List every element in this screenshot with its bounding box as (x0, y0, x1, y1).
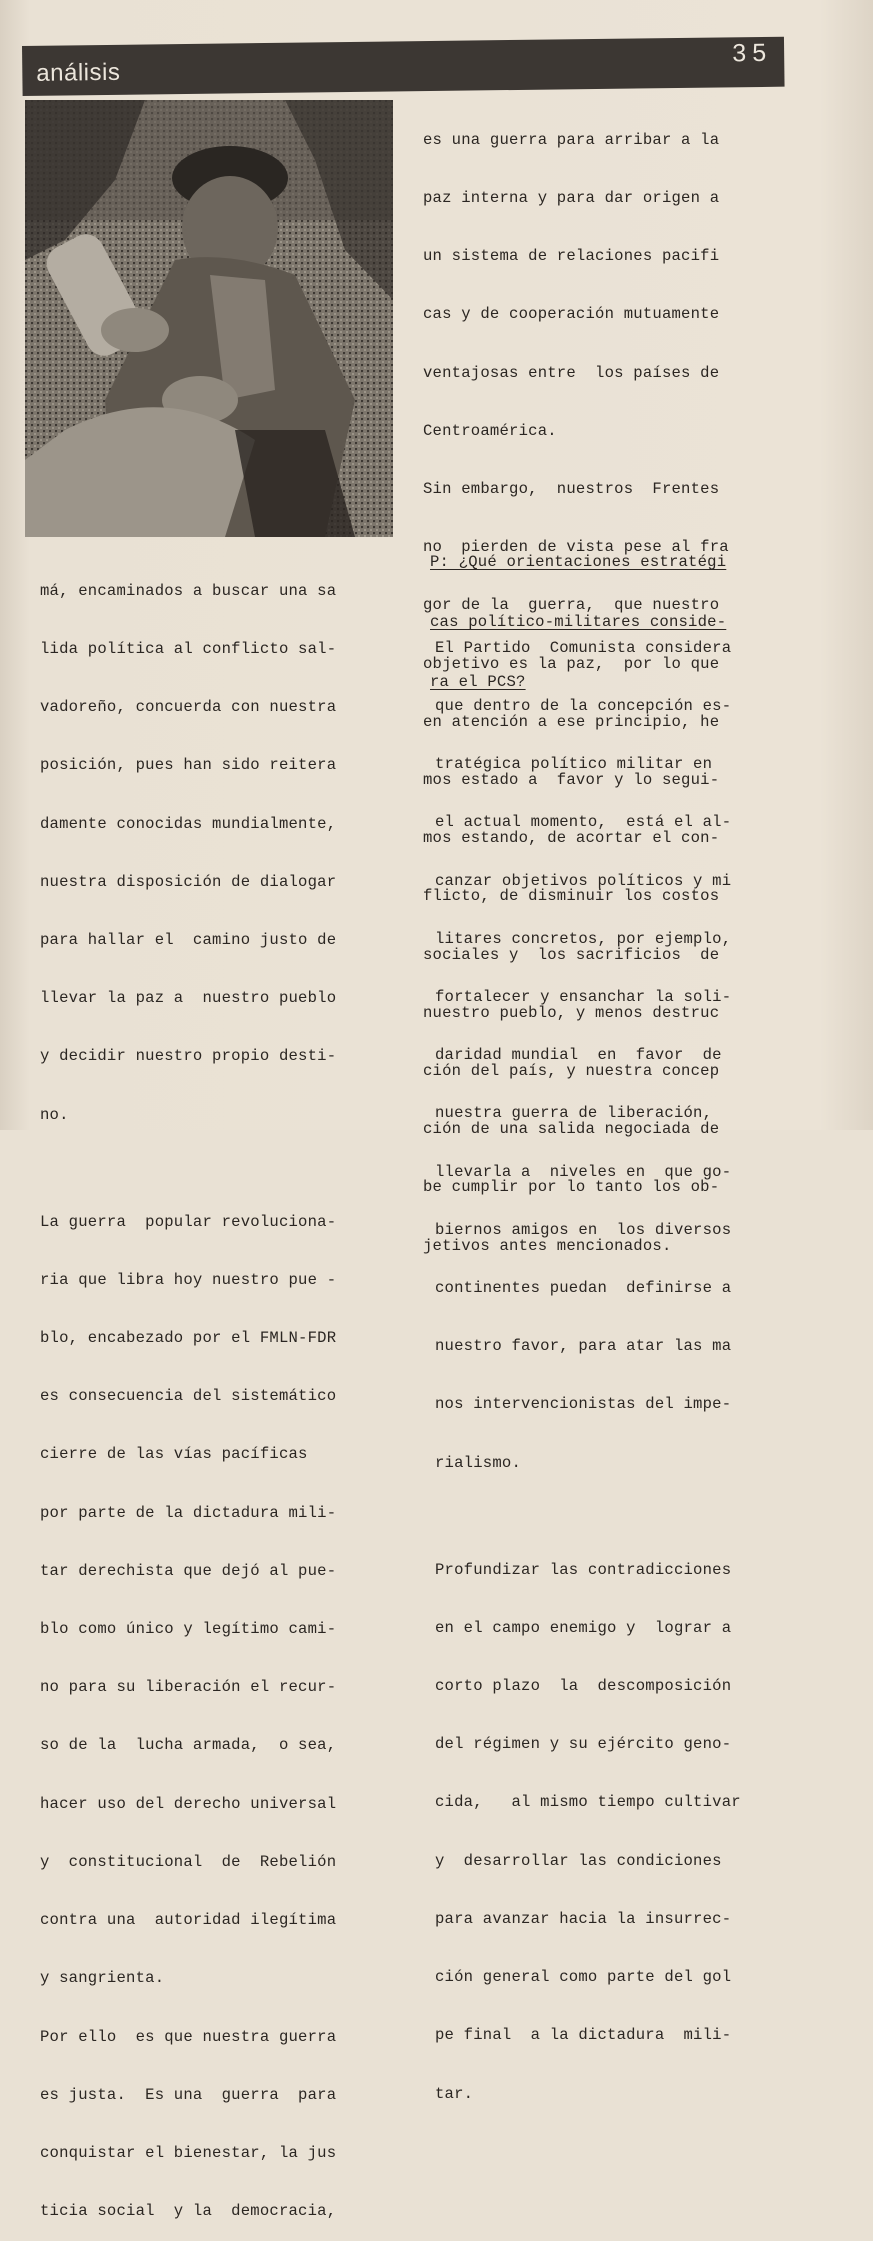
left-p2-line-11: hacer uso del derecho universal (40, 1794, 337, 1813)
left-p2-line-9: no para su liberación el recur- (40, 1678, 337, 1697)
left-p2-line-2: ria que libra hoy nuestro pue - (40, 1270, 337, 1289)
right-top-line-16: nuestro pueblo, y menos destruc (423, 1003, 720, 1022)
left-p3-line-2: es justa. Es una guerra para (40, 2085, 337, 2104)
left-p2-line-10: so de la lucha armada, o sea, (40, 1736, 337, 1755)
right-top-line-15: sociales y los sacrificios de (423, 945, 720, 964)
right-top-line-19: be cumplir por lo tanto los ob- (423, 1178, 720, 1197)
left-p2-line-6: por parte de la dictadura mili- (40, 1503, 337, 1522)
right-top-line-1: es una guerra para arribar a la (423, 130, 720, 149)
right-top-line-7: Sin embargo, nuestros Frentes (423, 480, 720, 499)
right-top-line-4: cas y de cooperación mutuamente (423, 305, 720, 324)
right-top-line-10: objetivo es la paz, por lo que (423, 654, 720, 673)
section-label: análisis (36, 58, 121, 87)
right-column-bottom (435, 600, 741, 2123)
right-bottom-p1-line-13: nuestro favor, para atar las ma (435, 1337, 732, 1356)
right-bottom-p1-line-12: continentes puedan definirse a (435, 1279, 732, 1298)
right-bottom-p1-line-2: que dentro de la concepción es- (435, 697, 732, 716)
header-bar (22, 37, 785, 96)
right-top-line-13: mos estando, de acortar el con- (423, 829, 720, 848)
right-top-line-18: ción de una salida negociada de (423, 1120, 720, 1139)
left-p1-line-4: posición, pues han sido reitera (40, 756, 337, 775)
left-p2-line-5: cierre de las vías pacíficas (40, 1445, 308, 1464)
right-top-line-2: paz interna y para dar origen a (423, 189, 720, 208)
guerrilla-photo (25, 100, 393, 537)
right-bottom-p1-line-10: llevarla a niveles en que go- (435, 1162, 732, 1181)
left-p2-line-7: tar derechista que dejó al pue- (40, 1561, 337, 1580)
left-p1-line-3: vadoreño, concuerda con nuestra (40, 698, 337, 717)
right-top-line-9: gor de la guerra, que nuestro (423, 596, 720, 615)
left-column (40, 543, 336, 2241)
left-p1-line-1: má, encaminados a buscar una sa (40, 581, 337, 600)
right-top-line-6: Centroamérica. (423, 421, 557, 440)
left-p1-line-5: damente conocidas mundialmente, (40, 814, 337, 833)
left-p2-line-8: blo como único y legítimo cami- (40, 1620, 337, 1639)
right-bottom-p1-line-15: rialismo. (435, 1453, 522, 1472)
right-bottom-p2-line-9: pe final a la dictadura mili- (435, 2026, 732, 2045)
left-p2-line-12: y constitucional de Rebelión (40, 1852, 337, 1871)
page-number: 35 (732, 38, 773, 68)
left-p1-line-2: lida política al conflicto sal- (40, 640, 337, 659)
question-line-3: ra el PCS? (430, 673, 526, 691)
right-bottom-p2-line-1: Profundizar las contradicciones (435, 1560, 732, 1579)
left-p1-line-8: llevar la paz a nuestro pueblo (40, 989, 337, 1008)
right-bottom-p2-line-3: corto plazo la descomposición (435, 1677, 732, 1696)
photo-illustration (25, 100, 393, 537)
right-top-line-12: mos estado a favor y lo segui- (423, 771, 720, 790)
right-top-line-14: flicto, de disminuir los costos (423, 887, 720, 906)
right-bottom-p1-line-9: nuestra guerra de liberación, (435, 1104, 713, 1123)
right-bottom-p1-line-14: nos intervencionistas del impe- (435, 1395, 732, 1414)
left-p1-line-6: nuestra disposición de dialogar (40, 872, 337, 891)
left-p3-line-3: conquistar el bienestar, la jus (40, 2143, 337, 2162)
right-top-line-5: ventajosas entre los países de (423, 363, 720, 382)
right-bottom-p1-line-6: litares concretos, por ejemplo, (435, 929, 732, 948)
right-bottom-p1-line-1: El Partido Comunista considera (435, 638, 732, 657)
right-top-line-20: jetivos antes mencionados. (423, 1236, 672, 1255)
left-p2-line-3: blo, encabezado por el FMLN-FDR (40, 1329, 337, 1348)
question-line-1: P: ¿Qué orientaciones estratégi (430, 553, 727, 571)
right-bottom-p1-line-4: el actual momento, está el al- (435, 813, 732, 832)
right-bottom-p2-line-6: y desarrollar las condiciones (435, 1851, 722, 1870)
right-bottom-p2-line-7: para avanzar hacia la insurrec- (435, 1909, 732, 1928)
left-p2-line-1: La guerra popular revoluciona- (40, 1212, 337, 1231)
left-p2-line-13: contra una autoridad ilegítima (40, 1911, 337, 1930)
left-p3-line-1: Por ello es que nuestra guerra (40, 2027, 337, 2046)
right-bottom-p2-line-2: en el campo enemigo y lograr a (435, 1618, 732, 1637)
right-bottom-p1-line-5: canzar objetivos políticos y mi (435, 871, 732, 890)
left-p3-line-4: ticia social y la democracia, (40, 2202, 337, 2221)
left-p2-line-4: es consecuencia del sistemático (40, 1387, 337, 1406)
left-p2-line-14: y sangrienta. (40, 1969, 165, 1988)
right-top-line-8: no pierden de vista pese al fra (423, 538, 729, 557)
right-bottom-p1-line-7: fortalecer y ensanchar la soli- (435, 988, 732, 1007)
right-bottom-p1-line-8: daridad mundial en favor de (435, 1046, 722, 1065)
question-line-2: cas político-militares conside- (430, 613, 727, 631)
right-bottom-p1-line-3: tratégica político militar en (435, 755, 713, 774)
right-bottom-p2-line-10: tar. (435, 2084, 474, 2103)
right-bottom-p2-line-4: del régimen y su ejército geno- (435, 1735, 732, 1754)
right-bottom-p1-line-11: biernos amigos en los diversos (435, 1220, 732, 1239)
left-p1-line-10: no. (40, 1105, 69, 1124)
right-top-line-17: ción del país, y nuestra concep (423, 1062, 720, 1081)
right-top-line-3: un sistema de relaciones pacifi (423, 247, 720, 266)
right-bottom-p2-line-5: cida, al mismo tiempo cultivar (435, 1793, 741, 1812)
left-p1-line-7: para hallar el camino justo de (40, 931, 337, 950)
left-p1-line-9: y decidir nuestro propio desti- (40, 1047, 337, 1066)
right-top-line-11: en atención a ese principio, he (423, 712, 720, 731)
right-bottom-p2-line-8: ción general como parte del gol (435, 1968, 732, 1987)
